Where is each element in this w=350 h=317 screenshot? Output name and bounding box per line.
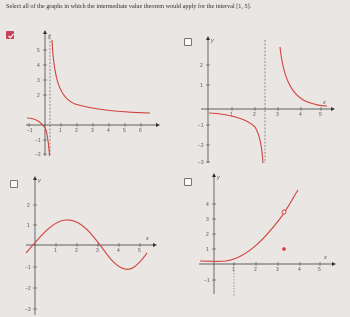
x-axis-arrow: [331, 107, 335, 111]
y-tick-label: 2: [37, 93, 40, 99]
x-tick-label: 2: [75, 248, 78, 254]
y-axis-label: y: [217, 175, 220, 181]
graph-d: [196, 172, 336, 300]
y-tick-label: −1: [35, 138, 41, 144]
graph-d-checkbox[interactable]: [184, 178, 192, 186]
curve: [200, 190, 298, 261]
x-tick-label: 3: [276, 267, 279, 273]
x-tick-label: 5: [319, 112, 322, 118]
graph-c: [22, 175, 157, 317]
y-axis-arrow: [212, 173, 216, 177]
x-tick-label: 4: [117, 248, 120, 254]
x-axis-label: x: [323, 100, 326, 106]
y-tick-label: −3: [25, 307, 31, 313]
y-tick-label: 3: [206, 217, 209, 223]
x-tick-label: 3: [91, 128, 94, 134]
y-tick-label: −2: [198, 143, 204, 149]
y-tick-label: 1: [200, 83, 203, 89]
open-point: [282, 210, 286, 214]
x-tick-label: 5: [138, 248, 141, 254]
x-tick-label: 1: [230, 112, 233, 118]
curve-right-branch: [280, 47, 327, 106]
x-tick-label: 1: [232, 267, 235, 273]
checkmark-icon: [7, 32, 15, 40]
x-tick-label: −1: [27, 128, 33, 134]
y-tick-label: 2: [200, 63, 203, 69]
y-axis-arrow: [206, 36, 210, 40]
graph-c-checkbox[interactable]: [10, 180, 18, 188]
x-axis-label: x: [146, 236, 149, 242]
y-tick-label: −1: [198, 123, 204, 129]
question-text: Select all of the graphs in which the intermediate value theorem would apply for the interval [1, 5].: [6, 3, 252, 10]
x-tick-label: 3: [276, 112, 279, 118]
filled-point: [282, 247, 286, 251]
curve-right-branch: [52, 40, 150, 113]
graph-b: [195, 35, 335, 165]
y-tick-label: 1: [206, 247, 209, 253]
y-tick-label: −2: [35, 152, 41, 158]
graph-a: [20, 30, 160, 158]
graph-a-checkbox[interactable]: [6, 31, 14, 39]
x-tick-label: 2: [253, 112, 256, 118]
x-tick-label: 5: [123, 128, 126, 134]
x-axis-arrow: [332, 262, 336, 266]
y-tick-label: 4: [37, 63, 40, 69]
y-tick-label: 5: [37, 48, 40, 54]
y-tick-label: −3: [198, 160, 204, 165]
x-tick-label: 5: [318, 267, 321, 273]
y-axis-label: y: [48, 34, 51, 40]
y-tick-label: 1: [27, 223, 30, 229]
y-axis-arrow: [33, 176, 37, 180]
curve: [26, 220, 147, 269]
x-tick-label: 4: [298, 267, 301, 273]
y-tick-label: −1: [204, 278, 210, 284]
graph-b-checkbox[interactable]: [184, 38, 192, 46]
curve-left-branch: [27, 118, 50, 156]
x-tick-label: 2: [254, 267, 257, 273]
y-tick-label: 4: [206, 202, 209, 208]
x-axis-arrow: [153, 243, 157, 247]
y-tick-label: −1: [25, 265, 31, 271]
x-tick-label: 1: [59, 128, 62, 134]
y-tick-label: 3: [37, 78, 40, 84]
y-axis-label: y: [211, 38, 214, 44]
x-tick-label: 6: [139, 128, 142, 134]
x-axis-arrow: [156, 123, 160, 127]
x-tick-label: 1: [54, 248, 57, 254]
curve-left-branch: [209, 113, 263, 163]
y-tick-label: 2: [206, 232, 209, 238]
x-tick-label: 3: [96, 248, 99, 254]
y-axis-arrow: [43, 30, 47, 34]
x-tick-label: 4: [107, 128, 110, 134]
x-axis-label: x: [324, 255, 327, 261]
x-tick-label: 2: [75, 128, 78, 134]
x-tick-label: 4: [299, 112, 302, 118]
y-tick-label: −2: [25, 286, 31, 292]
y-tick-label: 2: [27, 203, 30, 209]
y-axis-label: y: [38, 178, 41, 184]
